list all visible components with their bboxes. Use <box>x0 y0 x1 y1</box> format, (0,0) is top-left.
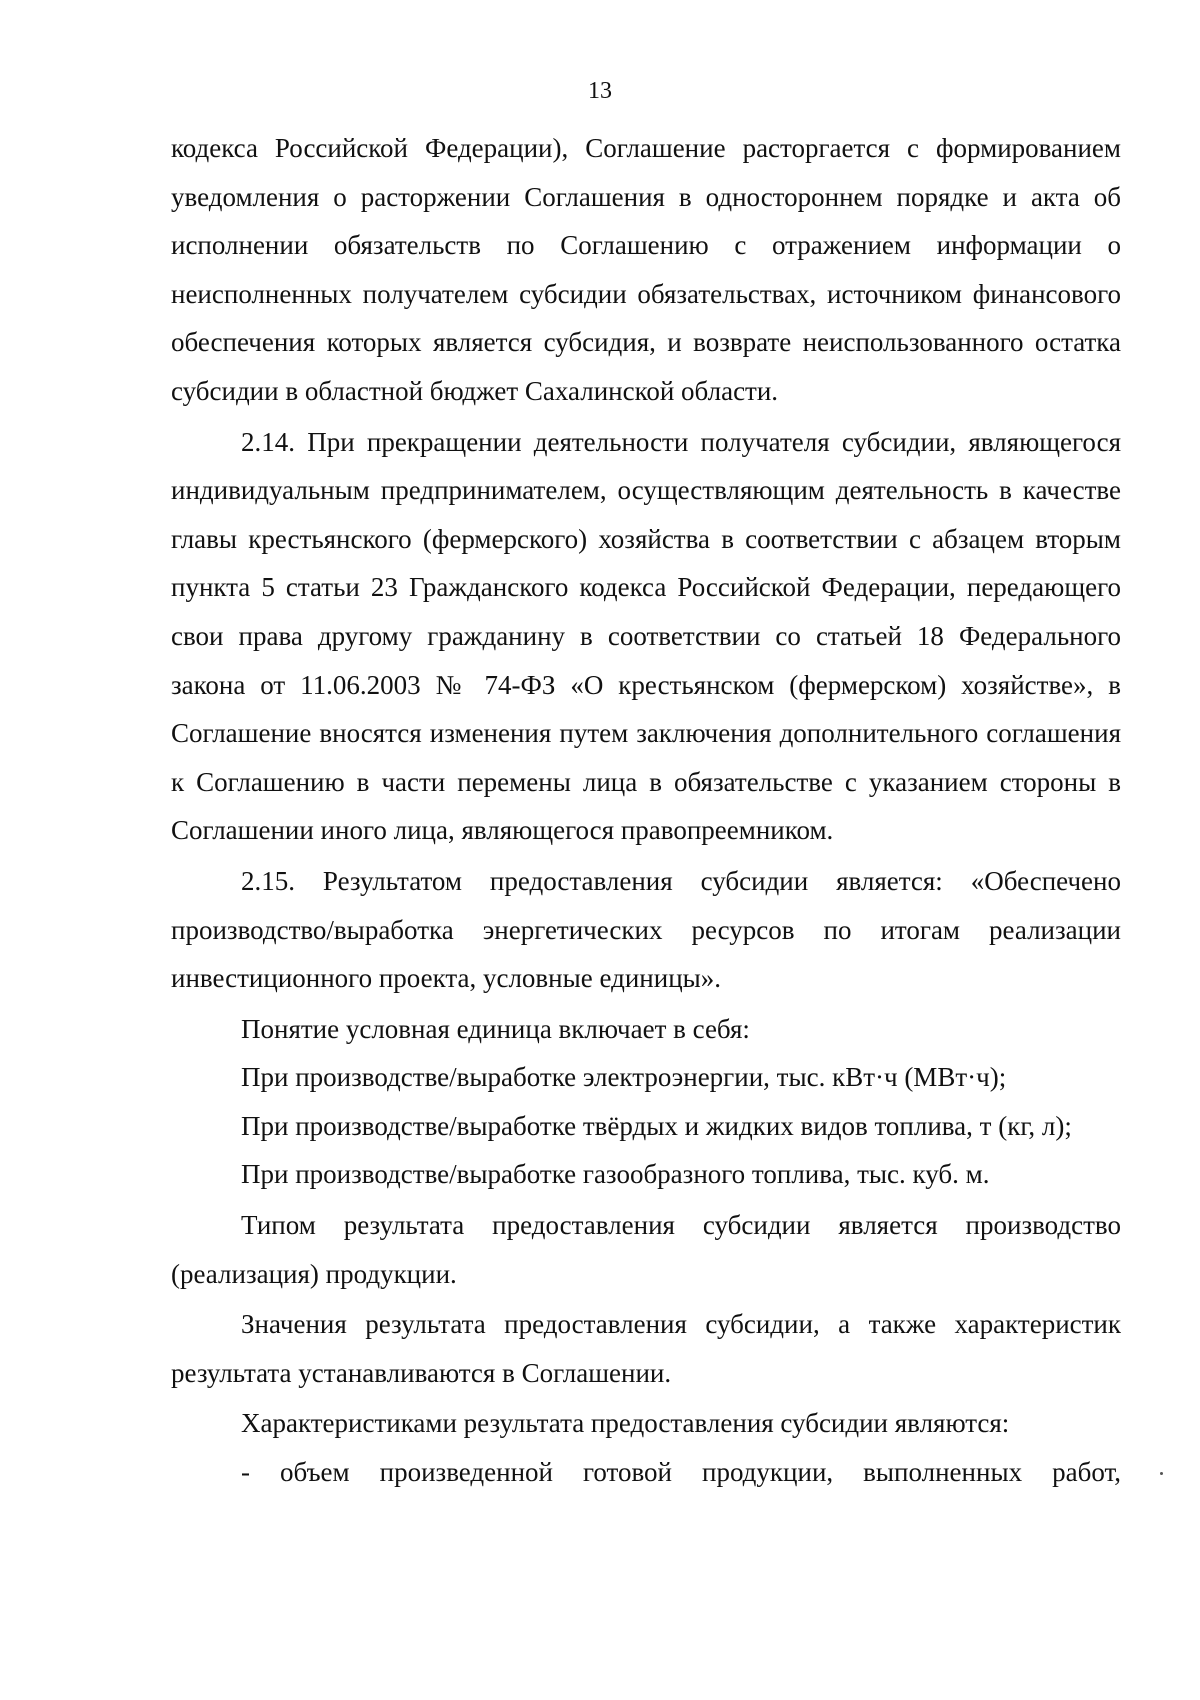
paragraph-unit-gas: При производстве/выработке газообразного топлива, тыс. куб. м. <box>241 1159 990 1190</box>
paragraph-2-15: 2.15. Результатом предоставления субсидии является: «Обеспечено производство/выработка энергетических ресурсов по итогам реализации инвестиционного проекта, условные единицы». <box>171 865 1121 994</box>
paragraph-result-values: Значения результата предоставления субсидии, а также характеристик результата устанавливаются в Соглашении. <box>171 1309 1121 1388</box>
paragraph-2-14: 2.14. При прекращении деятельности получателя субсидии, являющегося индивидуальным предпринимателем, осуществляющим деятельность в качестве главы крестьянского (фермерского) хозяйства в соответствии с абзацем вторым пункта 5 статьи 23 Гражданского кодекса Российской Федерации, передающего свои права другому гражданину в соответствии со статьей 18 Федерального закона от 11.06.2003 № 74-ФЗ «О крестьянском (фермерском) хозяйстве», в Соглашение вносятся изменения путем заключения дополнительного соглашения к Соглашению в части перемены лица в обязательстве с указанием стороны в Соглашении иного лица, являющегося правопреемником. <box>171 426 1121 846</box>
paragraph-unit-concept: Понятие условная единица включает в себя: <box>241 1013 750 1044</box>
document-body <box>171 124 1121 1497</box>
paragraph-contract-termination-continuation: кодекса Российской Федерации), Соглашение расторгается с формированием уведомления о расторжении Соглашения в одностороннем порядке и акта об исполнении обязательств по Соглашению с отражением информации о неисполненных получателем субсидии обязательствах, источником финансового обеспечения которых является субсидия, и возврате неиспользованного остатка субсидии в областной бюджет Сахалинской области. <box>171 133 1121 406</box>
list-item-characteristic-volume: - объем произведенной готовой продукции, выполненных работ, <box>241 1457 1121 1488</box>
page-number: 13 <box>588 78 612 104</box>
paragraph-result-type: Типом результата предоставления субсидии является производство (реализация) продукции. <box>171 1210 1121 1289</box>
paragraph-characteristics: Характеристиками результата предоставления субсидии являются: <box>241 1408 1010 1439</box>
scan-speck <box>1160 1472 1163 1475</box>
paragraph-unit-fuel: При производстве/выработке твёрдых и жидких видов топлива, т (кг, л); <box>241 1110 1072 1141</box>
paragraph-unit-electricity: При производстве/выработке электроэнергии, тыс. кВт·ч (МВт·ч); <box>241 1062 1007 1093</box>
